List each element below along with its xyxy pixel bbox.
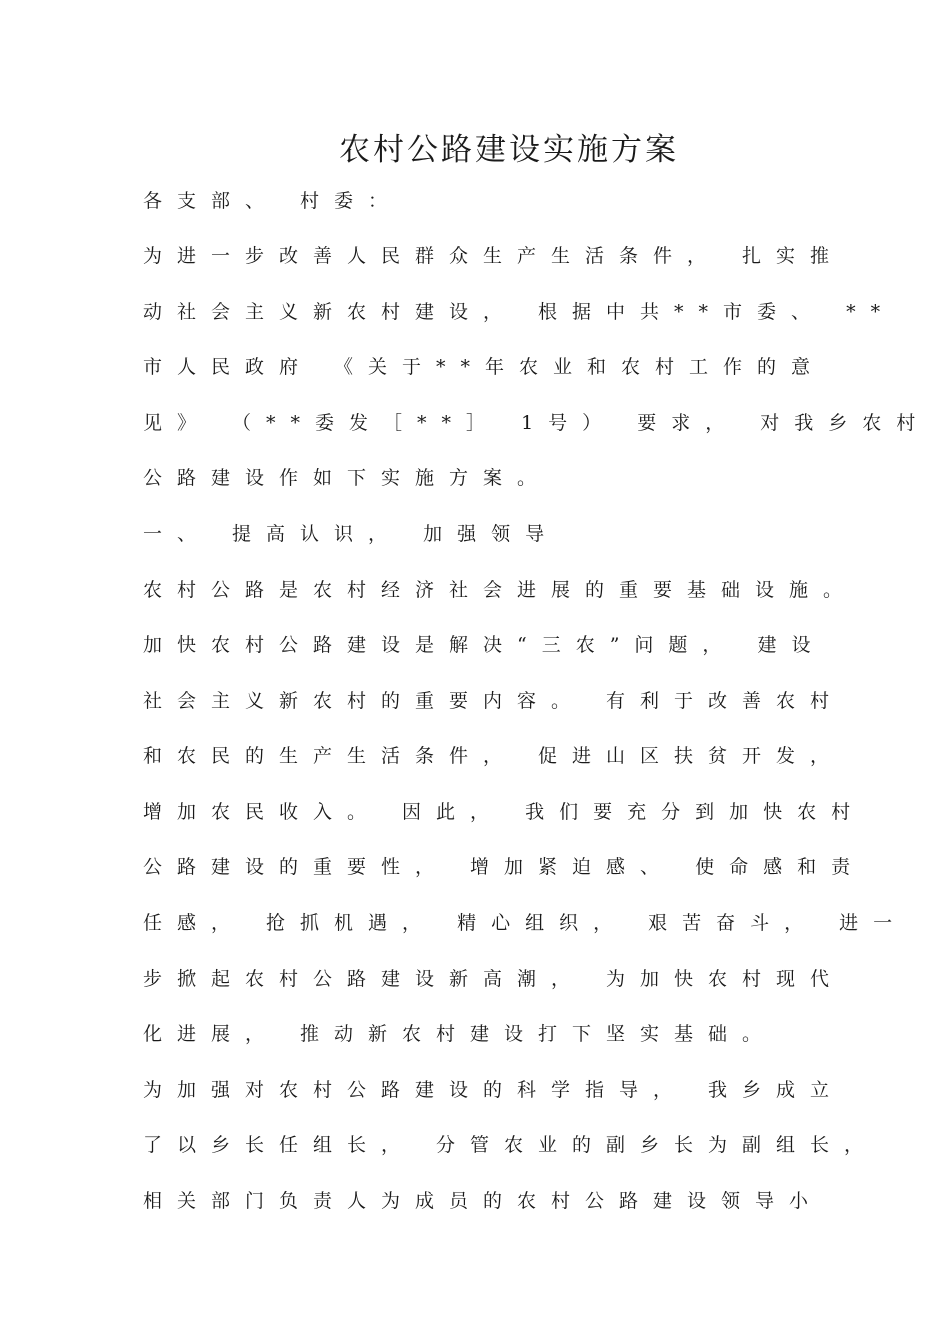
body-line: 化进展， 推动新农村建设打下坚实基础。	[143, 1023, 777, 1045]
body-line: 公路建设的重要性， 增加紧迫感、 使命感和责	[143, 856, 866, 878]
body-line: 见》 （**委发［**］ 1号） 要求， 对我乡农村	[143, 412, 931, 434]
body-line: 了以乡长任组长， 分管农业的副乡长为副组长，	[143, 1134, 879, 1156]
body-line: 相关部门负责人为成员的农村公路建设领导小	[143, 1190, 824, 1212]
document-title: 农村公路建设实施方案	[339, 132, 679, 168]
body-line: 农村公路是农村经济社会进展的重要基础设施。	[143, 579, 858, 601]
body-line: 加快农村公路建设是解决“三农”问题， 建设	[143, 634, 826, 656]
body-line: 任感， 抢抓机遇， 精心组织， 艰苦奋斗， 进一	[143, 912, 908, 934]
body-line: 市人民政府 《关于**年农业和农村工作的意	[143, 356, 826, 378]
body-line: 社会主义新农村的重要内容。 有利于改善农村	[143, 690, 845, 712]
body-line: 步掀起农村公路建设新高潮， 为加快农村现代	[143, 968, 845, 990]
body-line: 和农民的生产生活条件， 促进山区扶贫开发，	[143, 745, 845, 767]
body-line: 公路建设作如下实施方案。	[143, 467, 552, 489]
section-heading: 一、 提高认识， 加强领导	[143, 523, 560, 545]
salutation-line: 各支部、 村委：	[143, 190, 403, 212]
body-line: 增加农民收入。 因此， 我们要充分到加快农村	[143, 801, 866, 823]
body-line: 为加强对农村公路建设的科学指导， 我乡成立	[143, 1079, 845, 1101]
body-line: 为进一步改善人民群众生产生活条件， 扎实推	[143, 245, 845, 267]
body-line: 动社会主义新农村建设， 根据中共**市委、 **	[143, 301, 896, 323]
